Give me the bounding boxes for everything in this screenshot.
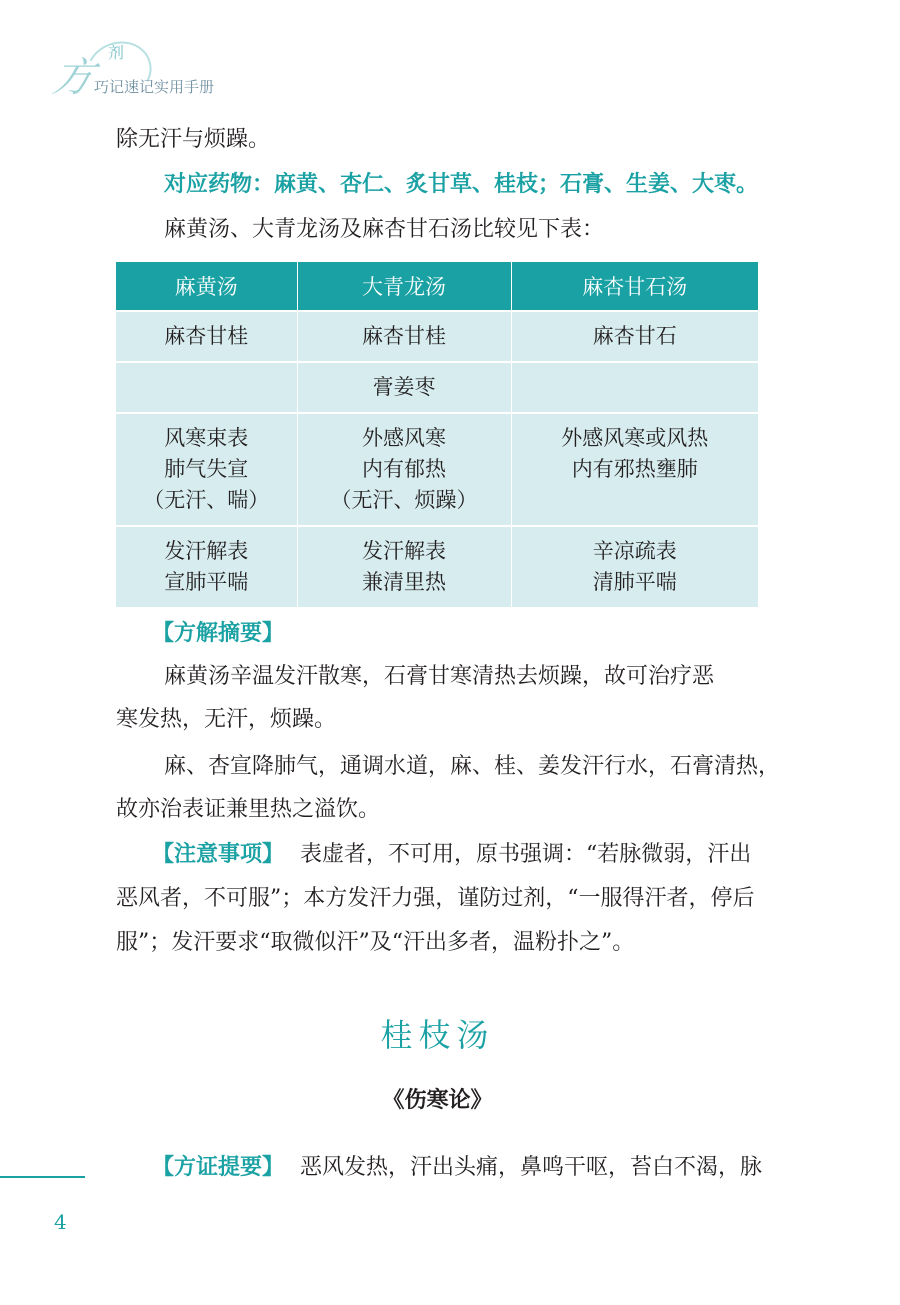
table-cell: 风寒束表 肺气失宣 （无汗、喘） [116,413,297,526]
book-header [50,40,290,110]
header-maxingganshi: 麻杏甘石汤 [511,262,758,311]
page-number: 4 [54,1210,67,1234]
table-row [116,311,758,362]
brand-logo-ji: 剂 [108,43,125,62]
section-title: 桂枝汤 [380,1016,495,1054]
table-cell: 膏姜枣 [297,362,511,413]
table-cell: 发汗解表 宣肺平喘 [116,526,297,607]
paragraph-continuation: 除无汗与烦躁。 [116,127,271,152]
summary-line: 故亦治表证兼里热之溢饮。 [116,797,381,822]
comparison-table [116,262,758,607]
table-cell: 辛凉疏表 清肺平喘 [511,526,758,607]
table-cell: 外感风寒 内有郁热 （无汗、烦躁） [297,413,511,526]
summary-line: 寒发热，无汗，烦躁。 [116,707,337,732]
section-source: 《伤寒论》 [382,1087,493,1113]
corresponding-drugs: 对应药物：麻黄、杏仁、炙甘草、桂枝；石膏、生姜、大枣。 [164,172,759,197]
table-intro: 麻黄汤、大青龙汤及麻杏甘石汤比较见下表： [164,217,605,242]
table-cell [511,362,758,413]
footer-rule [0,1176,85,1178]
caution-line: 表虚者，不可用，原书强调：“若脉微弱，汗出 [300,842,752,867]
summary-heading: 【方解摘要】 [152,621,285,646]
table-cell: 发汗解表 兼清里热 [297,526,511,607]
table-header-row [116,262,758,311]
indication-text: 恶风发热，汗出头痛，鼻鸣干呕，苔白不渴，脉 [300,1155,763,1180]
caution-line: 恶风者，不可服”；本方发汗力强，谨防过剂，“一服得汗者，停后 [116,886,755,911]
caution-heading: 【注意事项】 [152,842,285,867]
book-subtitle: 巧记速记实用手册 [94,78,215,96]
table-cell: 麻杏甘桂 [116,311,297,362]
header-daqinglong: 大青龙汤 [297,262,511,311]
table-cell [116,362,297,413]
table-row [116,526,758,607]
table-cell: 外感风寒或风热 内有邪热壅肺 [511,413,758,526]
table-cell: 麻杏甘桂 [297,311,511,362]
header-mahuang: 麻黄汤 [116,262,297,311]
brand-logo-fang: 方 [48,55,99,101]
summary-line: 麻黄汤辛温发汗散寒，石膏甘寒清热去烦躁，故可治疗恶 [164,664,715,689]
table-cell: 麻杏甘石 [511,311,758,362]
summary-line: 麻、杏宣降肺气，通调水道，麻、桂、姜发汗行水，石膏清热， [164,754,781,779]
indication-heading: 【方证提要】 [152,1155,285,1180]
table-row [116,413,758,526]
table-row [116,362,758,413]
caution-line: 服”；发汗要求“取微似汗”及“汗出多者，温粉扑之”。 [116,930,635,955]
